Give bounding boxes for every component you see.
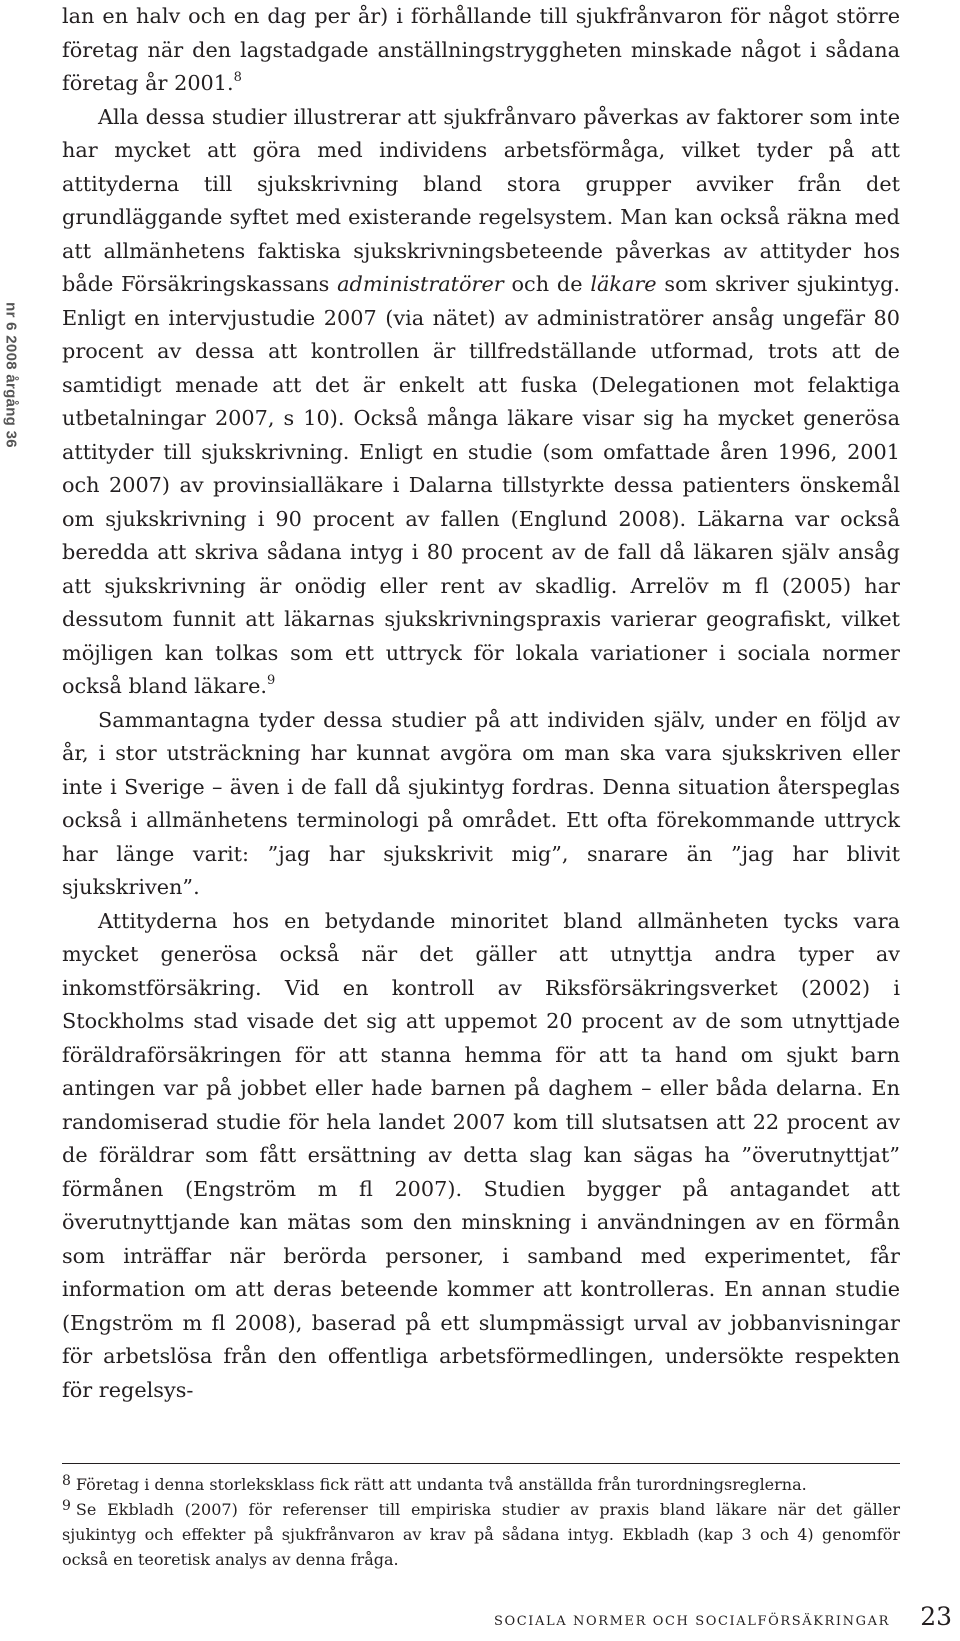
footnote-9-number: 9 — [62, 1498, 71, 1514]
article-body — [62, 0, 900, 1407]
paragraph-3: Sammantagna tyder dessa studier på att individen själv, under en följd av år, i stor utsträckning har kunnat avgöra om man ska vara sjukskriven eller inte i Sverige – även i de fall då sjukintyg fordras. Denna situation återspeglas också i allmänhetens terminologi på området. Ett ofta förekommande uttryck har länge varit: ”jag har sjukskrivit mig”, snarare än ”jag har blivit sjukskriven”. — [62, 707, 900, 899]
journal-issue-label — [0, 270, 22, 480]
paragraph-1 — [62, 0, 900, 101]
running-footer-title: SOCIALA NORMER OCH SOCIALFÖRSÄKRINGAR — [494, 1614, 890, 1629]
page-number: 23 — [920, 1602, 952, 1631]
footnote-9-text: Se Ekbladh (2007) för referenser till empiriska studier av praxis bland läkare när det gäller sjukintyg och effekter på sjukfrånvaron av krav på sådana intyg. Ekbladh (kap 3 och 4) genomför också en teoretisk analys av denna fråga. — [62, 1500, 900, 1569]
paragraph-2-text-c: som skriver sjukintyg. Enligt en intervjustudie 2007 (via nätet) av administratörer ansåg ungefär 80 procent av dessa att kontrollen är tillfredställande utformad, trots att de samtidigt menade att det är enkelt att fuska (Delegationen mot felaktiga utbetalningar 2007, s 10). Också många läkare visar sig ha mycket generösa attityder till sjukskrivning. Enligt en studie (som omfattade åren 1996, 2001 och 2007) av provinsialläkare i Dalarna tillstyrkte dessa patienters önskemål om sjukskrivning i 90 procent av fallen (Englund 2008). Läkarna var också beredda att skriva sådana intyg i 80 procent av de fall då läkaren själv ansåg att sjukskrivning är onödig eller rent av skadlig. Arrelöv m fl (2005) har dessutom funnit att läkarnas sjukskrivningspraxis varierar geografiskt, vilket möjligen kan tolkas som ett uttryck för lokala variationer i sociala normer också bland läkare. — [62, 272, 900, 698]
journal-issue-text: nr 6 2008 årgång 36 — [2, 302, 20, 448]
footnote-ref-9[interactable]: 9 — [267, 673, 276, 688]
footnote-8-number: 8 — [62, 1473, 71, 1489]
emphasis-lakare: läkare — [590, 272, 657, 296]
footnote-9 — [62, 1497, 900, 1572]
paragraph-2-text-b: och de — [503, 272, 591, 296]
footnote-8 — [62, 1472, 900, 1497]
paragraph-2 — [62, 101, 900, 704]
paragraph-2-text-a: Alla dessa studier illustrerar att sjukfrånvaro påverkas av faktorer som inte har mycket att göra med individens arbetsförmåga, vilket tyder på att attityderna till sjukskrivning bland stora grupper avviker från det grundläggande syftet med existerande regelsystem. Man kan också räkna med att allmänhetens faktiska sjukskrivningsbeteende påverkas av attityder hos både Försäkringskassans — [62, 104, 900, 296]
emphasis-administratorer: administratörer — [337, 272, 504, 296]
footnote-divider — [62, 1463, 900, 1464]
footnote-ref-8[interactable]: 8 — [233, 70, 242, 85]
footnotes — [62, 1472, 900, 1572]
paragraph-1-text: lan en halv och en dag per år) i förhållande till sjukfrånvaron för något större företag när den lagstadgade anställningstryggheten minskade något i sådana företag år 2001. — [62, 4, 900, 95]
footnote-8-text: Företag i denna storleksklass fick rätt att undanta två anställda från turordningsreglerna. — [75, 1475, 807, 1494]
paragraph-4: Attityderna hos en betydande minoritet bland allmänheten tycks vara mycket generösa också när det gäller att utnyttja andra typer av inkomstförsäkring. Vid en kontroll av Riksförsäkringsverket (2002) i Stockholms stad visade det sig att uppemot 20 procent av de som utnyttjade föräldraförsäkringen för att stanna hemma för att ta hand om sjukt barn antingen var på jobbet eller hade barnen på daghem – eller båda delarna. En randomiserad studie för hela landet 2007 kom till slutsatsen att 22 procent av de föräldrar som fått ersättning av detta slag kan sägas ha ”överutnyttjat” förmånen (Engström m fl 2007). Studien bygger på antagandet att överutnyttjande kan mätas som den minskning i användningen av en förmån som inträffar när berörda personer, i samband med experimentet, får information om att deras beteende kommer att kontrolleras. En annan studie (Engström m fl 2008), baserad på ett slumpmässigt urval av jobbanvisningar för arbetslösa från den offentliga arbetsförmedlingen, undersökte respekten för regelsys- — [62, 908, 900, 1402]
